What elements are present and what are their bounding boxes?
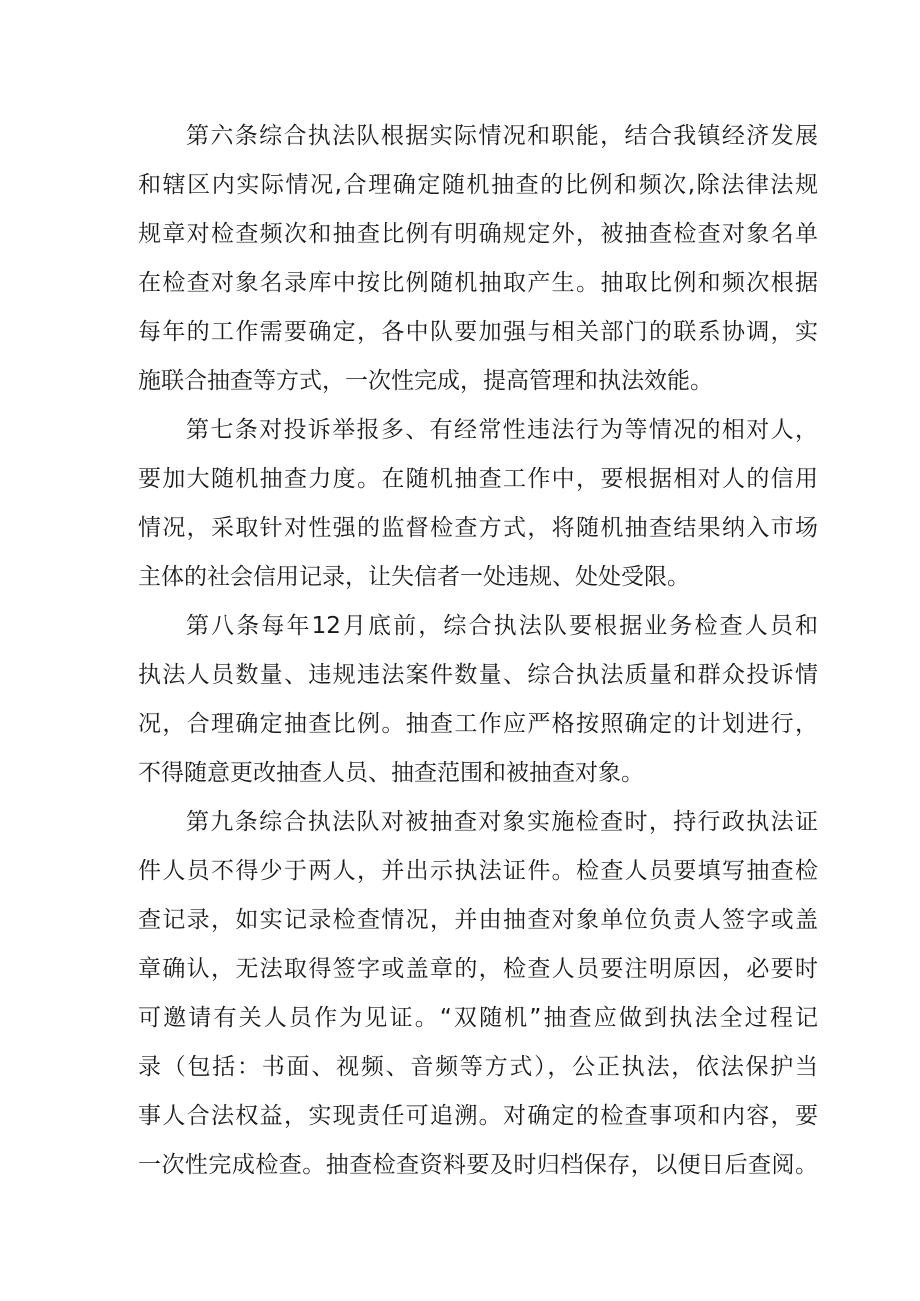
document-body [138,112,818,1190]
article-8-paragraph [138,602,818,798]
article-9-paragraph [138,798,818,1190]
paragraph-line: 件人员不得少于两人，并出示执法证件。检查人员要填写抽查检 [138,858,818,884]
paragraph-line: 要加大随机抽查力度。在随机抽查工作中，要根据相对人的信用 [138,466,818,492]
paragraph-line: 查记录，如实记录检查情况，并由抽查对象单位负责人签字或盖 [138,907,818,933]
paragraph-line: 执法人员数量、违规违法案件数量、综合执法质量和群众投诉情 [138,662,818,688]
paragraph-line: 在检查对象名录库中按比例随机抽取产生。抽取比例和频次根据 [138,270,818,296]
paragraph-line: 和辖区内实际情况,合理确定随机抽查的比例和频次,除法律法规 [138,172,818,198]
paragraph-line: 事人合法权益，实现责任可追溯。对确定的检查事项和内容，要 [138,1103,818,1129]
paragraph-line: 不得随意更改抽查人员、抽查范围和被抽查对象。 [138,760,644,786]
paragraph-line: 规章对检查频次和抽查比例有明确规定外，被抽查检查对象名单 [138,221,818,247]
paragraph-line: 可邀请有关人员作为见证。“双随机”抽查应做到执法全过程记 [138,1005,818,1031]
paragraph-line: 录（包括：书面、视频、音频等方式），公正执法，依法保护当 [138,1054,818,1080]
paragraph-line: 施联合抽查等方式，一次性完成，提高管理和执法效能。 [138,368,713,394]
paragraph-line: 第八条每年12月底前，综合执法队要根据业务检查人员和 [186,613,818,639]
paragraph-line: 一次性完成检查。抽查检查资料要及时归档保存，以便日后查阅。 [138,1152,818,1178]
paragraph-line: 情况，采取针对性强的监督检查方式，将随机抽查结果纳入市场 [138,515,818,541]
paragraph-line: 第九条综合执法队对被抽查对象实施检查时，持行政执法证 [186,809,818,835]
paragraph-line: 况，合理确定抽查比例。抽查工作应严格按照确定的计划进行， [138,711,818,737]
paragraph-line: 章确认，无法取得签字或盖章的，检查人员要注明原因，必要时 [138,956,818,982]
paragraph-line: 第六条综合执法队根据实际情况和职能，结合我镇经济发展 [186,123,818,149]
paragraph-line: 主体的社会信用记录，让失信者一处违规、处处受限。 [138,564,690,590]
article-6-paragraph [138,112,818,406]
article-7-paragraph [138,406,818,602]
paragraph-line: 第七条对投诉举报多、有经常性违法行为等情况的相对人， [186,417,818,443]
paragraph-line: 每年的工作需要确定，各中队要加强与相关部门的联系协调，实 [138,319,818,345]
